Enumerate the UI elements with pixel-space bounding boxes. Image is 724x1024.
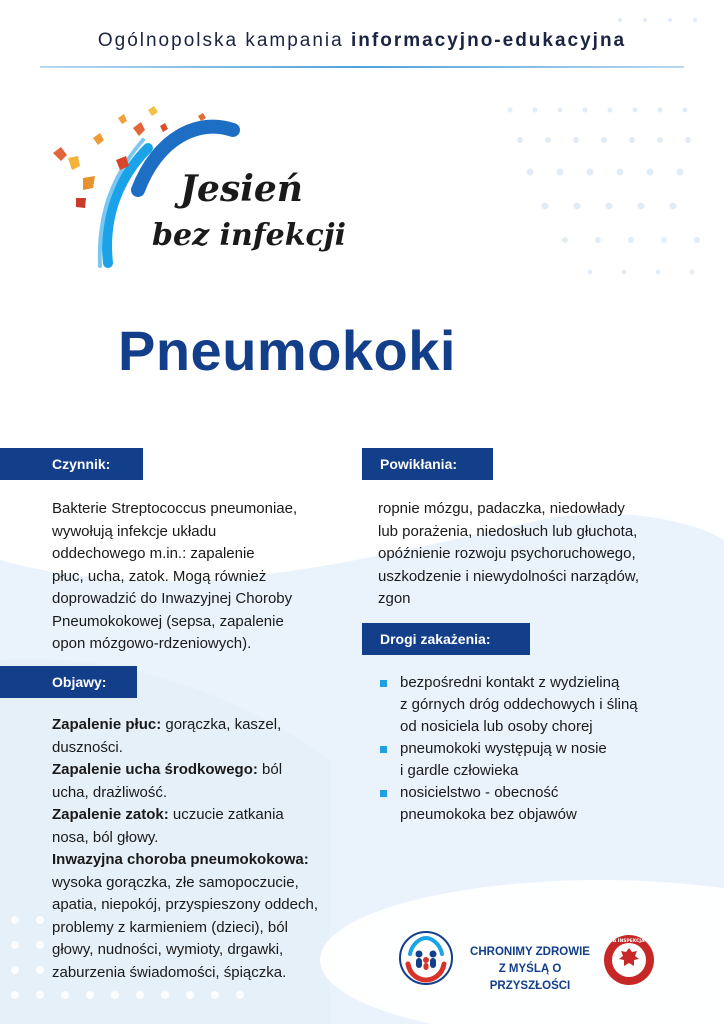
campaign-header: [0, 30, 724, 52]
slogan-line2: Z MYŚLĄ O PRZYSZŁOŚCI: [489, 963, 571, 992]
section-label-drogi: Drogi zakażenia:: [362, 623, 530, 655]
slogan-line1: CHRONIMY ZDROWIE: [470, 946, 590, 958]
footer-slogan: [462, 944, 598, 995]
symptom-line: duszności.: [52, 738, 123, 756]
powiklania-line: opóźnienie rozwoju psychoruchowego,: [378, 545, 636, 562]
czynnik-line: płuc, ucha, zatok. Mogą również: [52, 567, 267, 585]
list-item: bezpośredni kontakt z wydzieliną z górnych dróg oddechowych i śliną od nosiciela lub osoby chorej: [378, 672, 698, 738]
bullet-square-icon: [380, 790, 387, 797]
symptom-line: nosa, ból głowy.: [52, 828, 159, 846]
czynnik-line: Bakterie Streptococcus pneumoniae,: [52, 500, 298, 517]
czynnik-line: opon mózgowo-rdzeniowych).: [52, 635, 252, 652]
list-item: nosicielstwo - obecność pneumokoka bez objawów: [378, 782, 698, 826]
page-title: Pneumokoki: [118, 319, 456, 382]
powiklania-text: [378, 498, 708, 611]
section-label-objawy: Objawy:: [0, 666, 137, 698]
ipd-line: głowy, nudności, wymioty, drgawki,: [52, 941, 284, 958]
eagle-emblem-icon: [582, 934, 676, 986]
bullet-square-icon: [380, 746, 387, 753]
czynnik-line: Pneumokokowej (sepsa, zapalenie: [52, 612, 284, 630]
powiklania-line: ropnie mózgu, padaczka, niedowłady: [378, 500, 625, 517]
campaign-bold: informacyjno-edukacyjna: [351, 30, 627, 51]
section-label-czynnik: Czynnik:: [0, 448, 143, 480]
symptom-line: ucha, drażliwość.: [52, 783, 168, 801]
seal-text: PAŃSTWOWA INSPEKCJA SANITARNA: [582, 939, 676, 944]
czynnik-text: [52, 498, 352, 656]
czynnik-line: oddechowego m.in.: zapalenie: [52, 545, 255, 562]
symptom-line: Zapalenie zatok: uczucie zatkania: [52, 806, 284, 823]
ipd-line: problemy z karmieniem (dzieci), ból: [52, 918, 288, 936]
list-item: pneumokoki występują w nosie i gardle człowieka: [378, 738, 698, 782]
symptom-line: Zapalenie ucha środkowego: ból: [52, 761, 283, 778]
campaign-prefix: Ogólnopolska kampania: [97, 30, 351, 51]
powiklania-line: zgon: [378, 590, 411, 607]
czynnik-line: wywołują infekcje układu: [52, 522, 217, 540]
symptom-line: Inwazyjna choroba pneumokokowa:: [52, 851, 309, 868]
bullet-square-icon: [380, 680, 387, 687]
drogi-bullet-list: [378, 672, 698, 826]
powiklania-line: lub porażenia, niedosłuch lub głuchota,: [378, 522, 638, 540]
hands-family-icon: [398, 930, 454, 986]
ipd-line: apatia, niepokój, przyspieszony oddech,: [52, 896, 319, 913]
logo-line2: bez infekcji: [152, 218, 347, 253]
logo-line1: Jesień: [180, 168, 303, 210]
czynnik-line: doprowadzić do Inwazyjnej Choroby: [52, 590, 293, 607]
objawy-text: [52, 714, 362, 984]
ipd-line: wysoka gorączka, złe samopoczucie,: [52, 873, 299, 891]
section-label-powiklania: Powikłania:: [362, 448, 493, 480]
ipd-line: zaburzenia świadomości, śpiączka.: [52, 963, 287, 981]
symptom-line: Zapalenie płuc: gorączka, kaszel,: [52, 716, 282, 733]
powiklania-line: uszkodzenie i niewydolności narządów,: [378, 567, 639, 585]
header-divider: [40, 66, 684, 68]
